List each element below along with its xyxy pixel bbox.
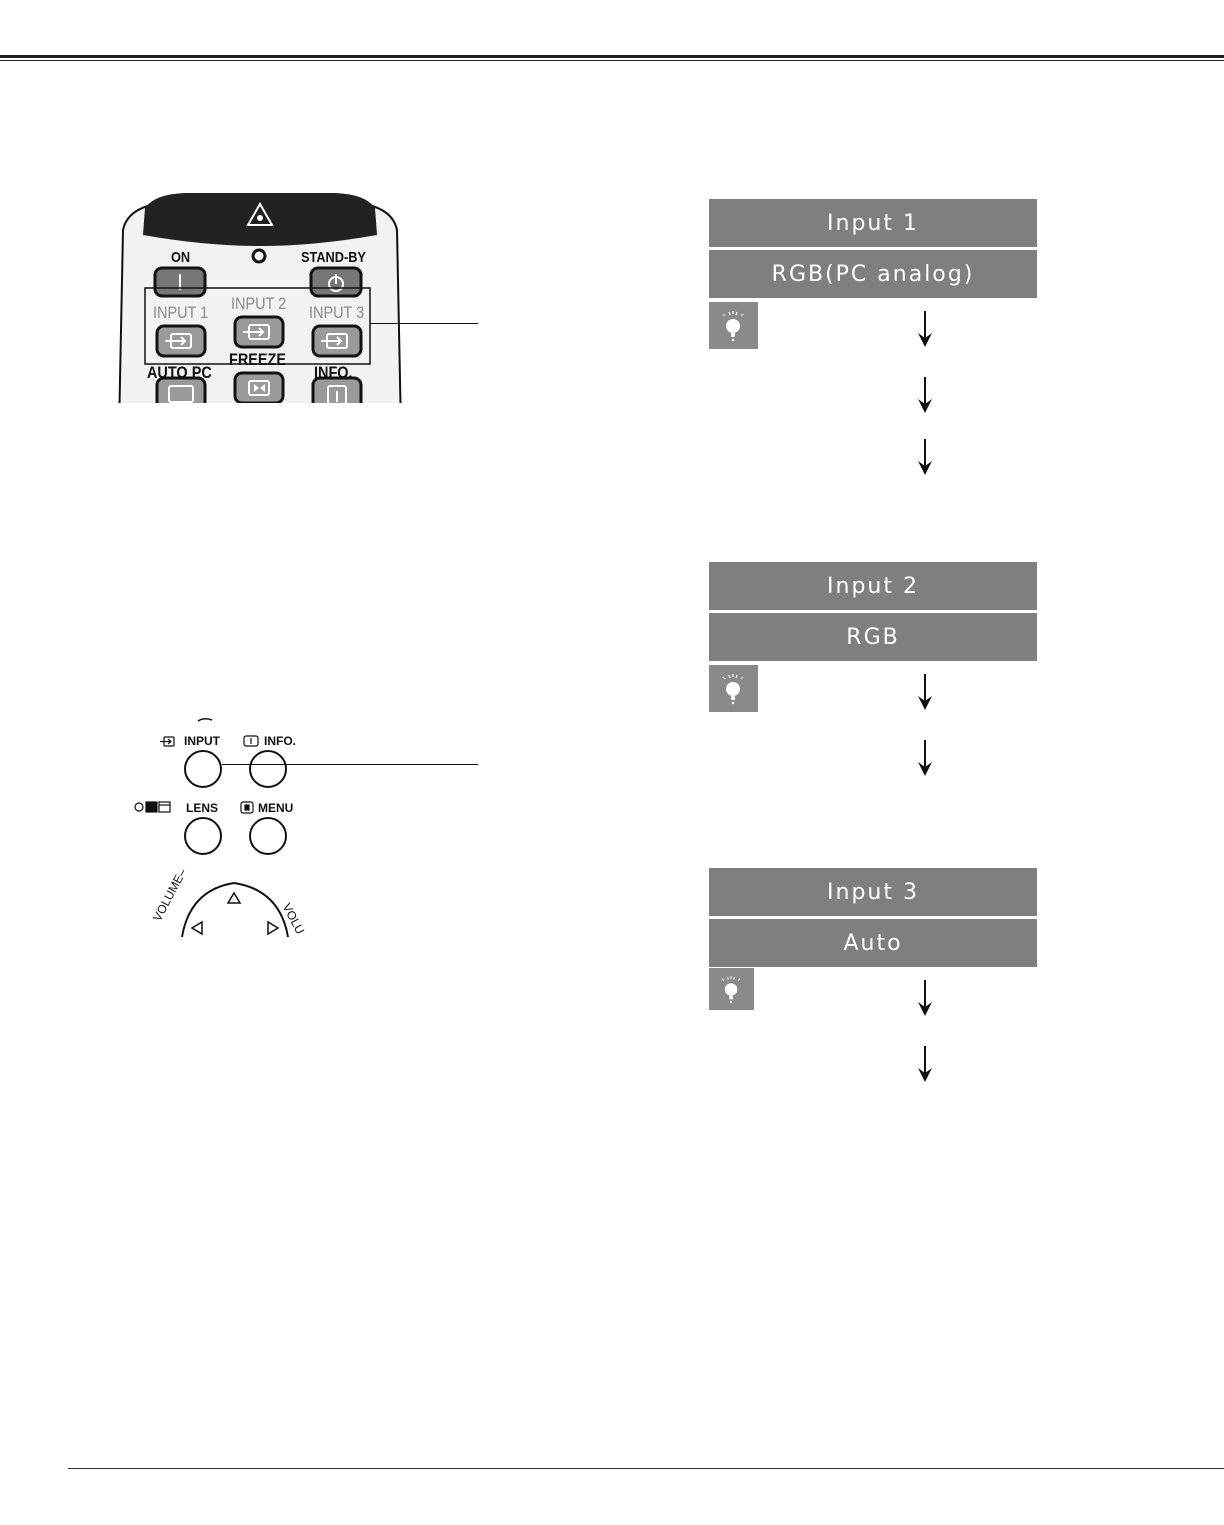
panel-menu-label: MENU bbox=[258, 801, 294, 815]
remote-info-label-clip bbox=[310, 363, 380, 382]
remote-autopc-label-clip bbox=[145, 363, 225, 382]
down-arrow-icon bbox=[917, 980, 933, 1018]
panel-volume-left-label: VOLUME– bbox=[150, 866, 190, 924]
osd-title: Input 3 bbox=[709, 868, 1037, 916]
osd-input-1 bbox=[709, 199, 1037, 298]
lamp-icon bbox=[709, 302, 758, 349]
remote-standby-label: STAND-BY bbox=[301, 249, 366, 266]
remote-input3-label: INPUT 3 bbox=[309, 303, 365, 322]
top-rule-thick bbox=[0, 55, 1224, 58]
osd-source: RGB(PC analog) bbox=[709, 250, 1037, 298]
remote-input2-label: INPUT 2 bbox=[231, 294, 287, 313]
osd-source: RGB bbox=[709, 613, 1037, 661]
osd-input-2 bbox=[709, 562, 1037, 661]
remote-info-label: INFO. bbox=[314, 363, 353, 382]
control-panel-illustration bbox=[130, 715, 470, 940]
panel-input-label: INPUT bbox=[184, 734, 220, 748]
bottom-rule bbox=[68, 1468, 1224, 1469]
osd-title: Input 2 bbox=[709, 562, 1037, 610]
osd-source: Auto bbox=[709, 919, 1037, 967]
remote-input1-label: INPUT 1 bbox=[153, 303, 209, 322]
down-arrow-icon bbox=[917, 377, 933, 415]
panel-info-label: INFO. bbox=[264, 734, 296, 748]
remote-callout-line bbox=[370, 323, 478, 324]
down-arrow-icon bbox=[917, 674, 933, 712]
remote-autopc-label: AUTO PC bbox=[147, 363, 212, 382]
remote-freeze-label: FREEZE bbox=[229, 350, 287, 369]
down-arrow-icon bbox=[917, 740, 933, 778]
down-arrow-icon bbox=[917, 311, 933, 349]
remote-freeze-label-clip bbox=[227, 350, 297, 369]
remote-on-label: ON bbox=[171, 249, 191, 266]
lamp-icon bbox=[709, 968, 754, 1010]
down-arrow-icon bbox=[917, 439, 933, 477]
panel-lens-label: LENS bbox=[186, 801, 219, 815]
osd-title: Input 1 bbox=[709, 199, 1037, 247]
panel-callout-line bbox=[222, 764, 478, 765]
panel-volume-right-label: VOLU bbox=[279, 901, 308, 937]
remote-control-illustration bbox=[115, 190, 405, 405]
lamp-icon bbox=[709, 665, 758, 712]
top-rule-thin bbox=[0, 60, 1224, 61]
osd-input-3 bbox=[709, 868, 1037, 967]
down-arrow-icon bbox=[917, 1046, 933, 1084]
panel-volume-right-clip bbox=[278, 895, 328, 937]
panel-volume-left-clip bbox=[148, 866, 208, 937]
